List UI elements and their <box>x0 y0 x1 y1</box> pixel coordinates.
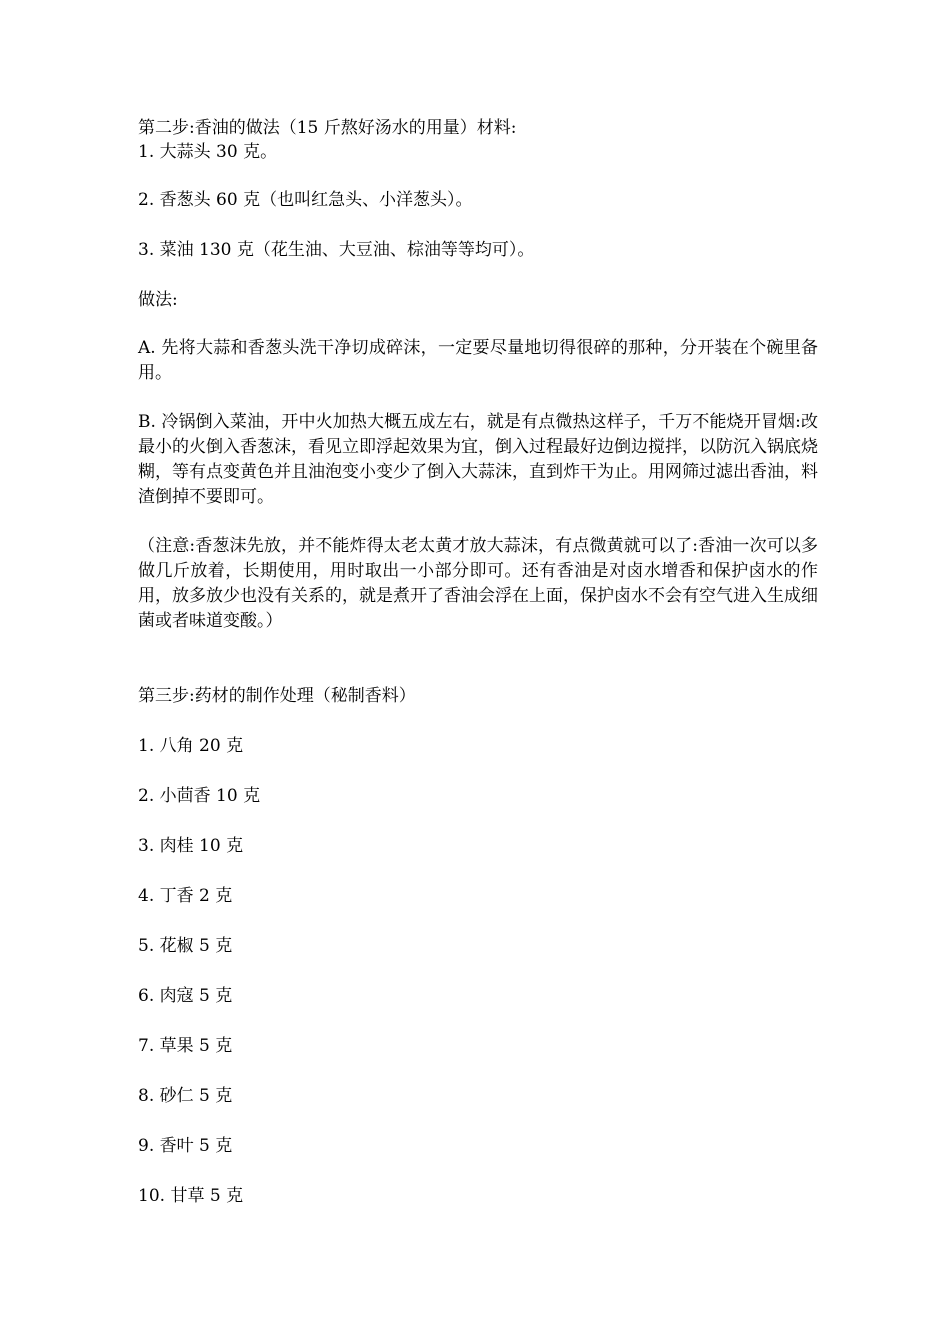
spice-item: 4. 丁香 2 克 <box>138 886 233 906</box>
step2-heading: 第二步:香油的做法（15 斤熬好汤水的用量）材料: <box>138 118 517 138</box>
spice-item: 1. 八角 20 克 <box>138 736 244 756</box>
spice-item: 5. 花椒 5 克 <box>138 936 233 956</box>
spice-item: 3. 肉桂 10 克 <box>138 836 244 856</box>
spice-item: 6. 肉寇 5 克 <box>138 986 233 1006</box>
step3-heading: 第三步:药材的制作处理（秘制香料） <box>138 686 416 706</box>
spice-item: 8. 砂仁 5 克 <box>138 1086 233 1106</box>
method-step-b: B. 冷锅倒入菜油，开中火加热大概五成左右，就是有点微热这样子，千万不能烧开冒烟:改最小的火倒入香葱沫，看见立即浮起效果为宜，倒入过程最好边倒边搅拌，以防沉入锅底烧糊，等有点变黄色并且油泡变小变少了倒入大蒜沫，直到炸干为止。用网筛过滤出香油，料渣倒掉不要即可。 <box>138 412 818 507</box>
method-step-a: A. 先将大蒜和香葱头洗干净切成碎沫，一定要尽量地切得很碎的那种，分开装在个碗里备用。 <box>138 338 818 383</box>
material-item: 1. 大蒜头 30 克。 <box>138 142 278 162</box>
spice-item: 7. 草果 5 克 <box>138 1036 233 1056</box>
material-item: 3. 菜油 130 克（花生油、大豆油、棕油等等均可）。 <box>138 240 535 260</box>
method-note: （注意:香葱沫先放，并不能炸得太老太黄才放大蒜沫，有点微黄就可以了:香油一次可以多做几斤放着，长期使用，用时取出一小部分即可。还有香油是对卤水增香和保护卤水的作用，放多放少也没有关系的，就是煮开了香油会浮在上面，保护卤水不会有空气进入生成细菌或者味道变酸。） <box>138 536 818 631</box>
spice-item: 2. 小茴香 10 克 <box>138 786 261 806</box>
method-label: 做法: <box>138 290 178 310</box>
spice-item: 9. 香叶 5 克 <box>138 1136 233 1156</box>
material-item: 2. 香葱头 60 克（也叫红急头、小洋葱头）。 <box>138 190 473 210</box>
spice-item: 10. 甘草 5 克 <box>138 1186 244 1206</box>
